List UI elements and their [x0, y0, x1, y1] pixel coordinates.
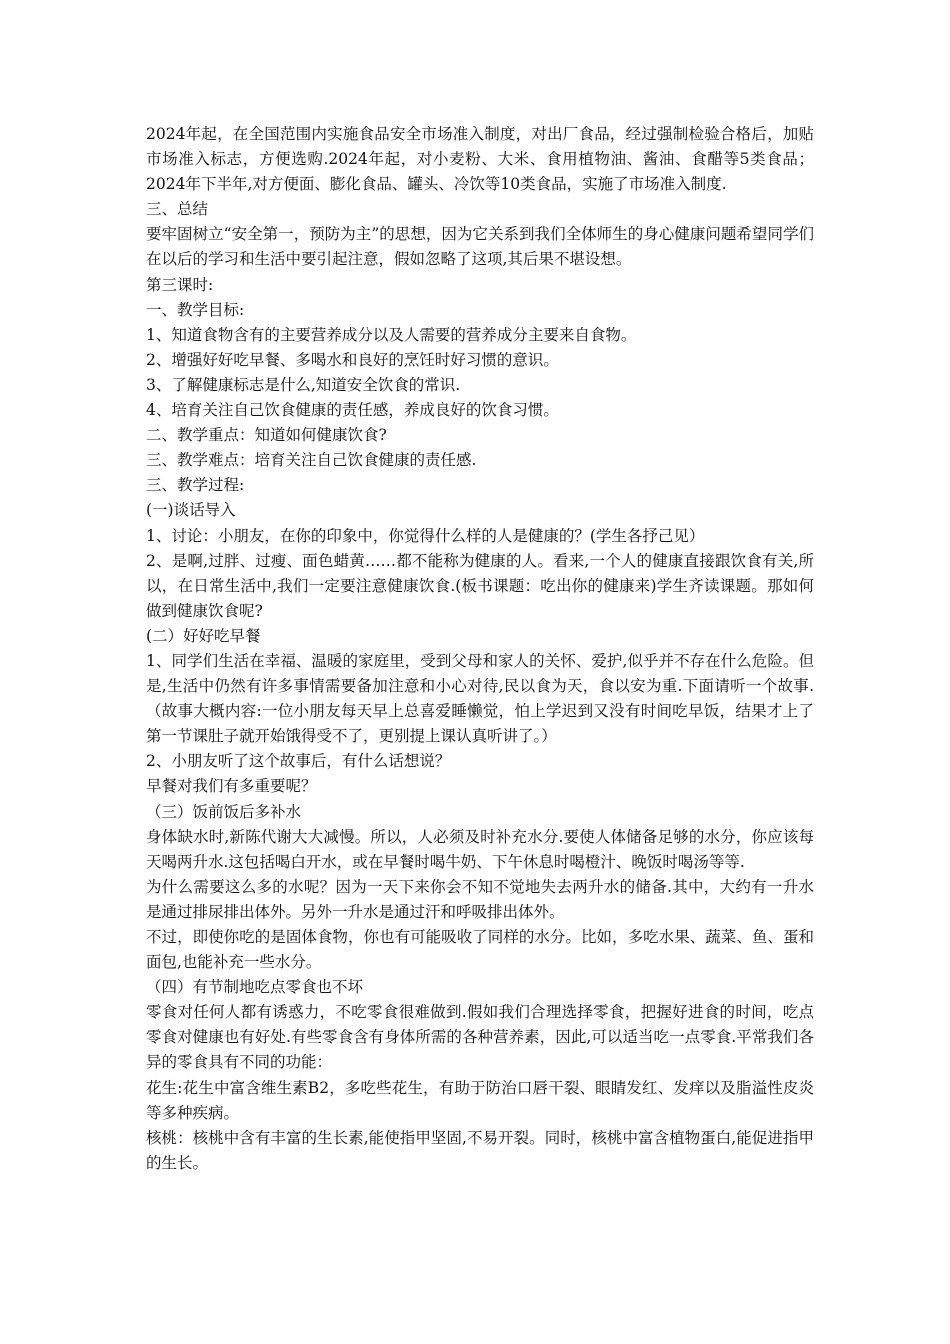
- water-paragraph-2: 为什么需要这么多的水呢？因为一天下来你会不知不觉地失去两升水的储备.其中，大约有一升水是通过排尿排出体外。另外一升水是通过汗和呼吸排出体外。: [146, 877, 814, 921]
- section-water: （三）饭前饭后多补水: [146, 802, 302, 821]
- goal-item-1: 1、知道食物含有的主要营养成分以及人需要的营养成分主要来自食物。: [146, 325, 637, 344]
- snack-peanut: 花生:花生中富含维生素B2，多吃些花生，有助于防治口唇干裂、眼睛发红、发痒以及脂溢性皮炎等多种疾病。: [146, 1078, 814, 1122]
- document-page: [146, 122, 814, 1176]
- section-snacks: （四）有节制地吃点零食也不坏: [146, 978, 364, 997]
- intro-item-1: 1、讨论：小朋友，在你的印象中，你觉得什么样的人是健康的？(学生各抒己见）: [146, 526, 705, 545]
- heading-summary: 三、总结: [146, 200, 209, 219]
- heading-teaching-process: 三、教学过程:: [146, 476, 245, 495]
- snack-walnut: 核桃：核桃中含有丰富的生长素,能使指甲坚固,不易开裂。同时，核桃中富含植物蛋白,能促进指甲的生长。: [146, 1128, 814, 1172]
- heading-third-lesson: 第三课时:: [146, 275, 214, 294]
- heading-key-points: 二、教学重点：知道如何健康饮食?: [146, 426, 387, 445]
- breakfast-question: 早餐对我们有多重要呢？: [146, 777, 317, 796]
- breakfast-item-2: 2、小朋友听了这个故事后，有什么话想说？: [146, 752, 451, 771]
- paragraph-summary: 要牢固树立“安全第一，预防为主”的思想，因为它关系到我们全体师生的身心健康问题希望同学们在以后的学习和生活中要引起注意，假如忽略了这项,其后果不堪设想。: [146, 225, 814, 269]
- section-breakfast: (二）好好吃早餐: [146, 626, 261, 645]
- heading-difficulties: 三、教学难点：培育关注自己饮食健康的责任感.: [146, 451, 477, 470]
- paragraph-market-access: 2024年起，在全国范围内实施食品安全市场准入制度，对出厂食品，经过强制检验合格后，加贴市场准入标志，方便选购.2024年起，对小麦粉、大米、食用植物油、酱油、食醋等5类食品；2024年下半年,对方便面、膨化食品、罐头、冷饮等10类食品，实施了市场准入制度.: [146, 125, 814, 194]
- heading-teaching-goals: 一、教学目标:: [146, 300, 245, 319]
- goal-item-4: 4、培育关注自己饮食健康的责任感，养成良好的饮食习惯。: [146, 401, 559, 420]
- goal-item-2: 2、增强好好吃早餐、多喝水和良好的烹饪时好习惯的意识。: [146, 350, 559, 369]
- water-paragraph-1: 身体缺水时,新陈代谢大大减慢。所以，人必须及时补充水分.要使人体储备足够的水分，你应该每天喝两升水.这包括喝白开水，或在早餐时喝牛奶、下午休息时喝橙汁、晚饭时喝汤等等.: [146, 827, 814, 871]
- goal-item-3: 3、了解健康标志是什么,知道安全饮食的常识.: [146, 375, 461, 394]
- snacks-paragraph: 零食对任何人都有诱惑力，不吃零食很难做到.假如我们合理选择零食，把握好进食的时间，吃点零食对健康也有好处.有些零食含有身体所需的各种营养素，因此,可以适当吃一点零食.平常我们各异的零食具有不同的功能：: [146, 1003, 814, 1072]
- breakfast-item-1: 1、同学们生活在幸福、温暖的家庭里，受到父母和家人的关怀、爱护,似乎并不存在什么危险。但是,生活中仍然有许多事情需要备加注意和小心对待,民以食为天，食以安为重.下面请听一个故事.（故事大概内容:一位小朋友每天早上总喜爱睡懒觉，怕上学迟到又没有时间吃早饭，结果才上了第一节课肚子就开始饿得受不了，更别提上课认真听讲了。）: [146, 651, 814, 746]
- section-intro: (一)谈话导入: [146, 501, 236, 520]
- intro-item-2: 2、是啊,过胖、过瘦、面色蜡黄……都不能称为健康的人。看来,一个人的健康直接跟饮食有关,所以，在日常生活中,我们一定要注意健康饮食.(板书课题：吃出你的健康来)学生齐读课题。那如何做到健康饮食呢?: [146, 551, 814, 620]
- water-paragraph-3: 不过，即使你吃的是固体食物，你也有可能吸收了同样的水分。比如，多吃水果、蔬菜、鱼、蛋和面包,也能补充一些水分。: [146, 928, 814, 972]
